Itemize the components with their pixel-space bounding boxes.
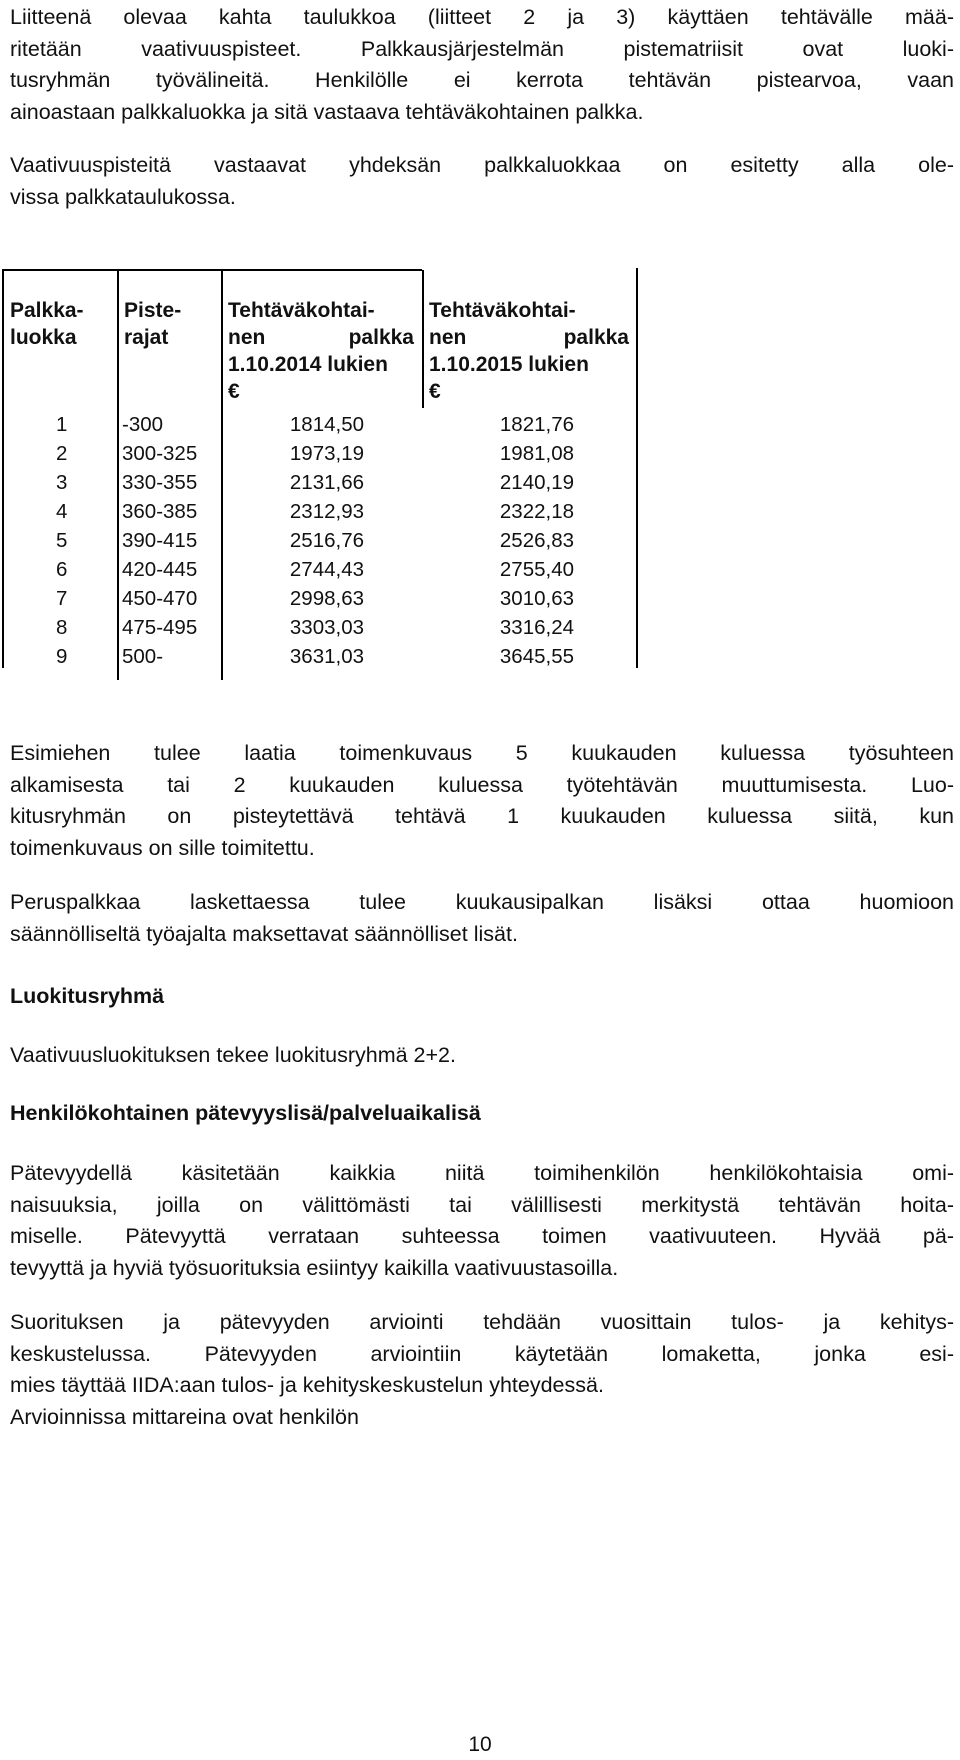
- cell-points: 330-355: [122, 471, 198, 494]
- text-line: Suorituksen ja pätevyyden arviointi tehdään vuosittain tulos- ja kehitys-: [10, 1310, 954, 1334]
- text-line: tusryhmän työvälineitä. Henkilölle ei kerrota tehtävän pistearvoa, vaan: [10, 68, 954, 92]
- cell-points: -300: [122, 413, 164, 436]
- cell-points: 300-325: [122, 442, 198, 465]
- header-pay-2014: Tehtäväkohtai- nen palkka 1.10.2014 lukien €: [228, 299, 414, 403]
- body-paragraph-5: [10, 1040, 954, 1072]
- text-line: alkamisesta tai 2 kuukauden kuluessa työtehtävän muuttumisesta. Luo-: [10, 772, 954, 797]
- text-line: Peruspalkkaa laskettaessa tulee kuukausipalkan lisäksi ottaa huomioon: [10, 890, 954, 914]
- page-number: 10: [468, 1733, 492, 1756]
- header-point-range: Piste- rajat: [124, 299, 182, 349]
- text-line: mies täyttää IIDA:aan tulos- ja kehityskeskustelun yhteydessä.: [10, 1373, 604, 1397]
- body-paragraph-7: [10, 1307, 954, 1433]
- table-border: [2, 269, 422, 271]
- text-line: keskustelussa. Pätevyyden arviointiin käytetään lomaketta, jonka esi-: [10, 1341, 954, 1366]
- text-line: Liitteenä olevaa kahta taulukkoa (liitteet 2 ja 3) käyttäen tehtävälle mää-: [10, 5, 954, 29]
- cell-class: 5: [56, 529, 68, 552]
- cell-pay-2014: 2312,93: [289, 500, 364, 523]
- cell-pay-2014: 1973,19: [289, 442, 364, 465]
- cell-class: 6: [56, 558, 68, 581]
- text-line: Arvioinnissa mittareina ovat henkilön: [10, 1404, 359, 1429]
- intro-paragraph-2: [10, 150, 954, 213]
- text-line: Pätevyydellä käsitetään kaikkia niitä toimihenkilön henkilökohtaisia omi-: [10, 1161, 954, 1185]
- text-line: toimenkuvaus on sille toimitettu.: [10, 835, 315, 860]
- section-heading-classification-group: Luokitusryhmä: [10, 984, 165, 1008]
- text-line: miselle. Pätevyyttä verrataan suhteessa toimen vaativuuteen. Hyvää pä-: [10, 1224, 954, 1248]
- body-paragraph-4: [10, 887, 954, 950]
- cell-class: 9: [56, 645, 68, 668]
- text-line: tevyyttä ja hyviä työsuorituksia esiintyy kaikilla vaativuustasoilla.: [10, 1255, 619, 1280]
- cell-points: 420-445: [122, 558, 198, 581]
- table-border: [2, 270, 4, 668]
- cell-points: 500-: [122, 645, 164, 668]
- cell-class: 8: [56, 616, 68, 639]
- cell-points: 475-495: [122, 616, 198, 639]
- cell-pay-2015: 3645,55: [499, 645, 574, 668]
- cell-pay-2014: 2131,66: [289, 471, 364, 494]
- cell-pay-2015: 3316,24: [499, 616, 574, 639]
- text-line: kitusryhmän on pisteytettävä tehtävä 1 kuukauden kuluessa siitä, kun: [10, 804, 954, 828]
- header-salary-class: Palkka- luokka: [10, 299, 84, 349]
- text-line: Vaativuuspisteitä vastaavat yhdeksän palkkaluokkaa on esitetty alla ole-: [10, 153, 954, 177]
- cell-points: 360-385: [122, 500, 198, 523]
- cell-pay-2015: 2322,18: [499, 500, 574, 523]
- text-line: ritetään vaativuuspisteet. Palkkausjärjestelmän pistematriisit ovat luoki-: [10, 36, 954, 61]
- cell-pay-2015: 1981,08: [499, 442, 574, 465]
- cell-pay-2015: 1821,76: [499, 413, 574, 436]
- intro-paragraph-1: [10, 2, 954, 128]
- body-paragraph-6: [10, 1158, 954, 1284]
- table-border: [422, 270, 424, 408]
- text-line: naisuuksia, joilla on välittömästi tai välillisesti merkitystä tehtävän hoita-: [10, 1192, 954, 1217]
- body-paragraph-3: [10, 738, 954, 864]
- text-line: säännölliseltä työajalta maksettavat säännölliset lisät.: [10, 921, 518, 946]
- cell-pay-2014: 2998,63: [289, 587, 364, 610]
- cell-pay-2014: 1814,50: [289, 413, 364, 436]
- table-border: [221, 270, 223, 680]
- text-line: Vaativuusluokituksen tekee luokitusryhmä 2+2.: [10, 1043, 456, 1067]
- cell-pay-2015: 2140,19: [499, 471, 574, 494]
- cell-class: 4: [56, 500, 68, 523]
- text-line: Esimiehen tulee laatia toimenkuvaus 5 kuukauden kuluessa työsuhteen: [10, 741, 954, 765]
- cell-pay-2014: 3631,03: [289, 645, 364, 668]
- cell-pay-2015: 2755,40: [499, 558, 574, 581]
- cell-pay-2014: 3303,03: [289, 616, 364, 639]
- cell-class: 2: [56, 442, 68, 465]
- cell-class: 3: [56, 471, 68, 494]
- cell-class: 7: [56, 587, 68, 610]
- header-pay-2015: Tehtäväkohtai- nen palkka 1.10.2015 lukien €: [429, 299, 629, 403]
- table-border: [636, 268, 638, 668]
- text-line: ainoastaan palkkaluokka ja sitä vastaava tehtäväkohtainen palkka.: [10, 99, 644, 124]
- table-border: [117, 270, 119, 680]
- cell-points: 450-470: [122, 587, 198, 610]
- cell-pay-2015: 2526,83: [499, 529, 574, 552]
- section-heading-personal-allowance: Henkilökohtainen pätevyyslisä/palveluaikalisä: [10, 1101, 481, 1125]
- cell-pay-2014: 2744,43: [289, 558, 364, 581]
- cell-points: 390-415: [122, 529, 198, 552]
- cell-pay-2014: 2516,76: [289, 529, 364, 552]
- cell-class: 1: [56, 413, 68, 436]
- cell-pay-2015: 3010,63: [499, 587, 574, 610]
- text-line: vissa palkkataulukossa.: [10, 184, 236, 209]
